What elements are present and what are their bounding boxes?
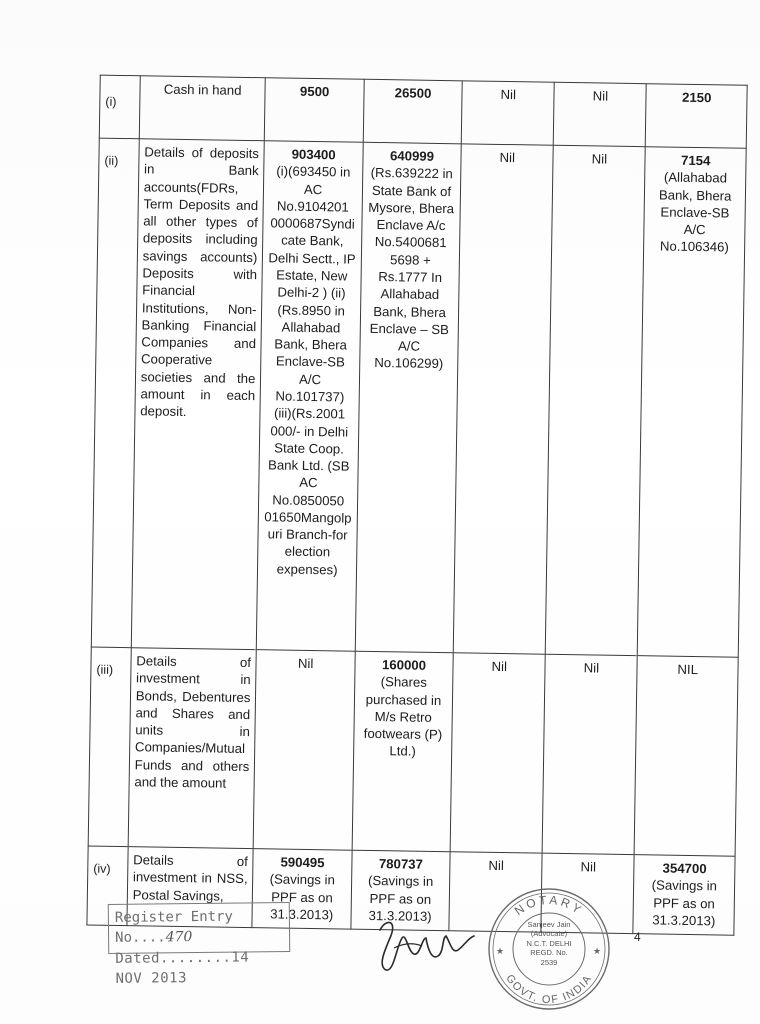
dependent1-value: Nil (450, 653, 545, 853)
register-dated-line (115, 947, 283, 989)
dependent3-cell (633, 855, 735, 936)
star-icon: ★ (593, 946, 602, 956)
spouse-detail: (Savings in PPF as on 31.3.2013) (367, 873, 434, 924)
notary-bottom-text: GOVT. OF INDIA (503, 972, 595, 1007)
row-index: (i) (99, 75, 140, 139)
signature-image (372, 908, 482, 978)
notary-number: 2539 (540, 957, 558, 967)
notary-name: Sanjeev Jain (527, 920, 571, 929)
row-description: Cash in hand (139, 76, 266, 141)
self-value: Nil (254, 650, 356, 851)
register-entry-stamp (108, 902, 291, 987)
row-description: Details of investment in NSS, Postal Savings, (127, 847, 254, 928)
dependent1-value: Nil (449, 852, 542, 932)
page-number: 4 (634, 930, 641, 944)
notary-region: N.C.T. DELHI (526, 938, 572, 948)
self-detail: (Savings in PPF as on 31.3.2013) (269, 871, 336, 923)
register-entry-number: 470 (165, 929, 193, 946)
notary-top-text: NOTARY (511, 892, 587, 919)
notary-regd: REGD. No. (530, 948, 568, 958)
dependent1-value: Nil (461, 81, 554, 145)
self-cell (257, 141, 363, 651)
register-dated-label: Dated........ (115, 949, 232, 967)
dependent3-value: 354700 (662, 860, 707, 877)
dependent3-value: 2150 (646, 84, 748, 149)
table-row (91, 138, 746, 657)
table-row (99, 75, 747, 148)
dependent3-detail: (Allahabad Bank, Bhera Enclave-SB A/C No.106346) (658, 169, 732, 255)
row-index: (iii) (88, 647, 131, 847)
affidavit-sheet (46, 60, 759, 931)
notary-seal-inner (516, 920, 582, 967)
self-value: 9500 (265, 78, 364, 143)
dependent2-value: Nil (554, 82, 647, 146)
spouse-value: 26500 (363, 79, 462, 144)
dependent3-value: 7154 (680, 152, 711, 169)
svg-text:NOTARY (512, 893, 586, 918)
table-row (88, 647, 738, 856)
notary-role: (Advocate) (530, 929, 568, 939)
svg-text:GOVT. OF INDIA (503, 972, 594, 1006)
spouse-cell (355, 142, 461, 652)
dependent3-cell (638, 147, 747, 658)
dependent1-value: Nil (453, 144, 553, 654)
register-entry-label: Register Entry No.... (114, 908, 233, 947)
self-value: 590495 (280, 854, 325, 871)
spouse-detail: (Shares purchased in M/s Retro footwears (P) Ltd.) (363, 674, 443, 760)
spouse-detail: (Rs.639222 in State Bank of Mysore, Bhera Enclave A/c No.5400681 5698 + Rs.1777 In Allahabad Bank, Bhera Enclave – SB A/C No.106299) (368, 165, 455, 372)
spouse-value: 160000 (381, 657, 427, 673)
spouse-value: 780737 (378, 856, 424, 872)
dependent2-value: Nil (542, 654, 637, 854)
row-index: (iv) (87, 846, 128, 926)
spouse-value: 640999 (389, 148, 435, 164)
self-value: 903400 (291, 146, 336, 163)
dependent2-value: Nil (541, 853, 634, 933)
row-description: Details of deposits in Bank accounts(FDRs, Term Deposits and all other types of deposits including savings accounts) Deposits with Financial Institutions, Non-Banking Financial Companies and Cooperative societies and the amount in each deposit. (131, 139, 265, 650)
star-icon: ★ (496, 946, 505, 956)
dependent3-detail: (Savings in PPF as on 31.3.2013) (651, 877, 718, 929)
dependent2-value: Nil (546, 145, 646, 655)
dependent3-value: NIL (635, 656, 739, 857)
assets-table (86, 75, 747, 939)
register-entry-line (115, 906, 283, 948)
spouse-cell (352, 651, 454, 852)
row-index: (ii) (91, 138, 139, 648)
row-description: Details of investment in Bonds, Debentures and Shares and units in Companies/Mutual Funds and others and the amount (128, 648, 257, 849)
self-detail: (i)(693450 in AC No.9104201 0000687Syndicate Bank, Delhi Sectt., IP Estate, New Delhi-2 ) (ii)(Rs.8950 in Allahabad Bank, Bhera Enclave-SB A/C No.101737) (iii)(Rs.2001 000/- in Delhi State Coop. Bank Ltd. (SB AC No.0850050 01650Mangolpuri Branch-for election expenses) (264, 163, 356, 578)
register-dated-value: 14 NOV 2013 (115, 949, 250, 987)
